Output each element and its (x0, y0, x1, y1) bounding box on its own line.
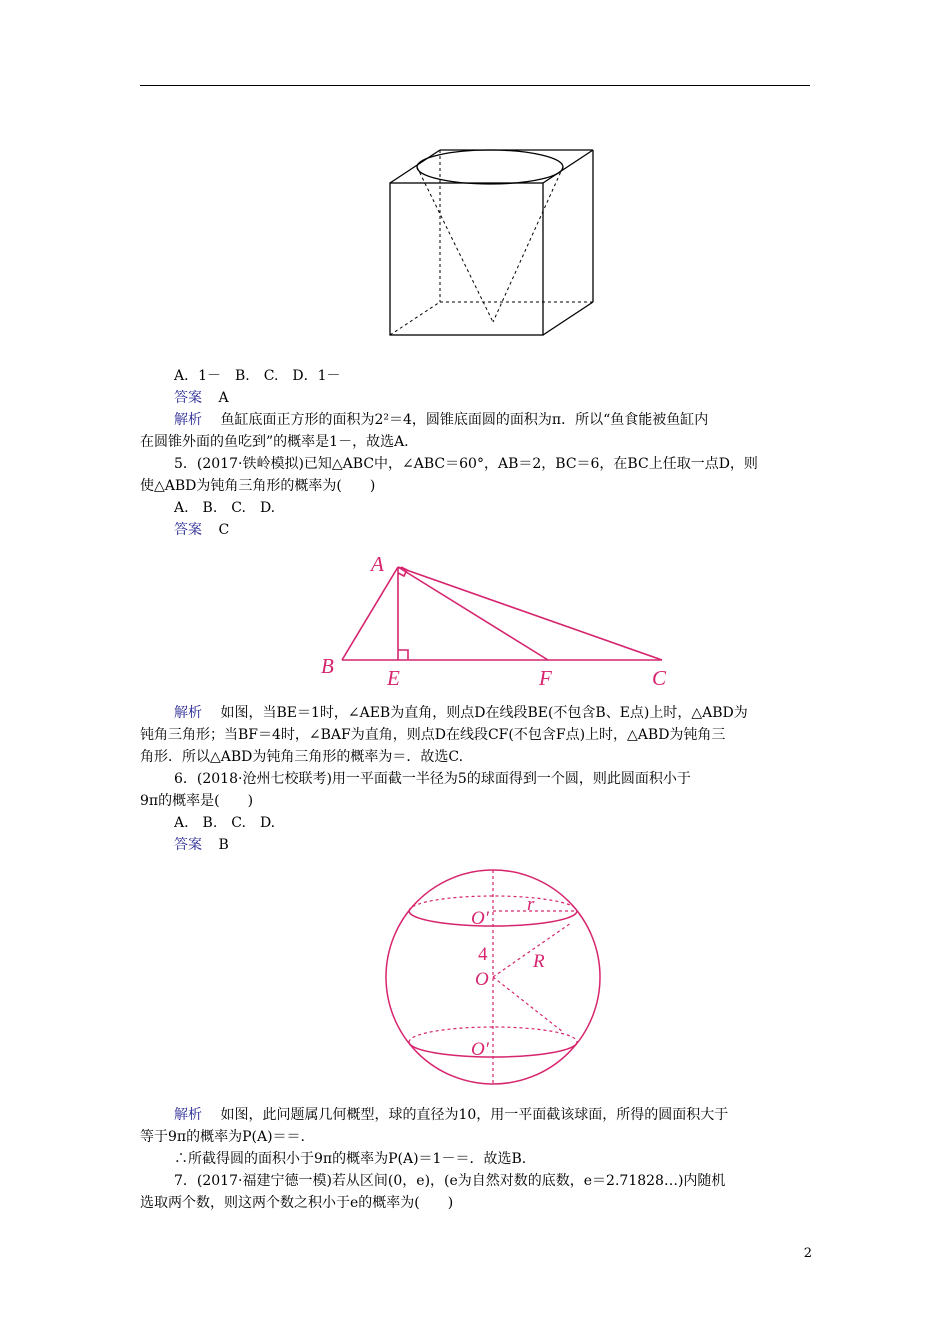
triangle-label-b: B (321, 654, 334, 678)
q7-stem-2: 选取两个数，则这两个数之积小于e的概率为( ) (140, 1195, 454, 1211)
triangle-figure (305, 545, 695, 695)
sphere-label-r: r (527, 894, 535, 915)
triangle-label-f: F (539, 666, 552, 690)
q6-answer (140, 834, 810, 856)
q5-answer (140, 519, 810, 541)
q5-analysis-1 (140, 702, 810, 724)
analysis-text: 如图，当BE＝1时，∠AEB为直角，则点D在线段BE(不包含B、E点)上时，△ABD为 (220, 705, 748, 721)
cube-cone-figure (385, 140, 605, 350)
q6-stem-1: 6．(2018·沧州七校联考)用一平面截一半径为5的球面得到一个圆，则此圆面积小于 (174, 771, 691, 787)
q4-analysis-2: 在圆锥外面的鱼吃到”的概率是1－，故选A. (140, 434, 409, 450)
sphere-label-top-center: O′ (471, 908, 489, 929)
q6-analysis-2: 等于9π的概率为P(A)＝＝. (140, 1129, 306, 1145)
q4-analysis-1 (140, 409, 810, 431)
q4-answer (140, 387, 810, 409)
triangle-label-a: A (371, 552, 384, 576)
sphere-label-bottom-center: O′ (471, 1039, 489, 1060)
sphere-figure (385, 862, 605, 1092)
analysis-text: 如图，此问题属几何概型，球的直径为10，用一平面截该球面，所得的圆面积大于 (220, 1107, 729, 1123)
q5-options: A. B. C. D. (174, 500, 276, 516)
answer-value: B (218, 837, 229, 853)
answer-label: 答案 (174, 522, 202, 538)
header-rule (140, 85, 810, 86)
triangle-label-c: C (652, 666, 667, 690)
answer-value: C (218, 522, 230, 538)
answer-value: A (218, 390, 229, 406)
analysis-label: 解析 (174, 1107, 202, 1123)
q7-stem-1: 7．(2017·福建宁德一模)若从区间(0，e)，(e为自然对数的底数，e＝2.71828…)内随机 (174, 1173, 726, 1189)
q6-stem-2: 9π的概率是( ) (140, 793, 254, 809)
analysis-text: 鱼缸底面正方形的面积为2²＝4，圆锥底面圆的面积为π．所以“鱼食能被鱼缸内 (220, 412, 709, 428)
sphere-label-center: O (475, 969, 489, 990)
triangle-label-e: E (387, 666, 400, 690)
sphere-label-four: 4 (478, 944, 488, 965)
sphere-label-big-r: R (533, 951, 545, 972)
analysis-label: 解析 (174, 705, 202, 721)
q6-options: A. B. C. D. (174, 815, 276, 831)
q5-analysis-2: 钝角三角形；当BF＝4时，∠BAF为直角，则点D在线段CF(不包含F点)上时，△ABD为钝角三 (140, 727, 726, 743)
q5-stem-2: 使△ABD为钝角三角形的概率为( ) (140, 478, 376, 494)
q6-analysis-3: ∴所截得圆的面积小于9π的概率为P(A)＝1－＝．故选B. (174, 1151, 527, 1167)
q5-stem-1: 5．(2017·铁岭模拟)已知△ABC中，∠ABC＝60°，AB＝2，BC＝6，在BC上任取一点D，则 (174, 456, 758, 472)
analysis-label: 解析 (174, 412, 202, 428)
q4-options: A．1－ B. C. D．1－ (174, 368, 341, 384)
q6-analysis-1 (140, 1104, 810, 1126)
q5-analysis-3: 角形．所以△ABD为钝角三角形的概率为＝．故选C. (140, 749, 464, 765)
page-number: 2 (803, 1246, 812, 1261)
answer-label: 答案 (174, 390, 202, 406)
answer-label: 答案 (174, 837, 202, 853)
